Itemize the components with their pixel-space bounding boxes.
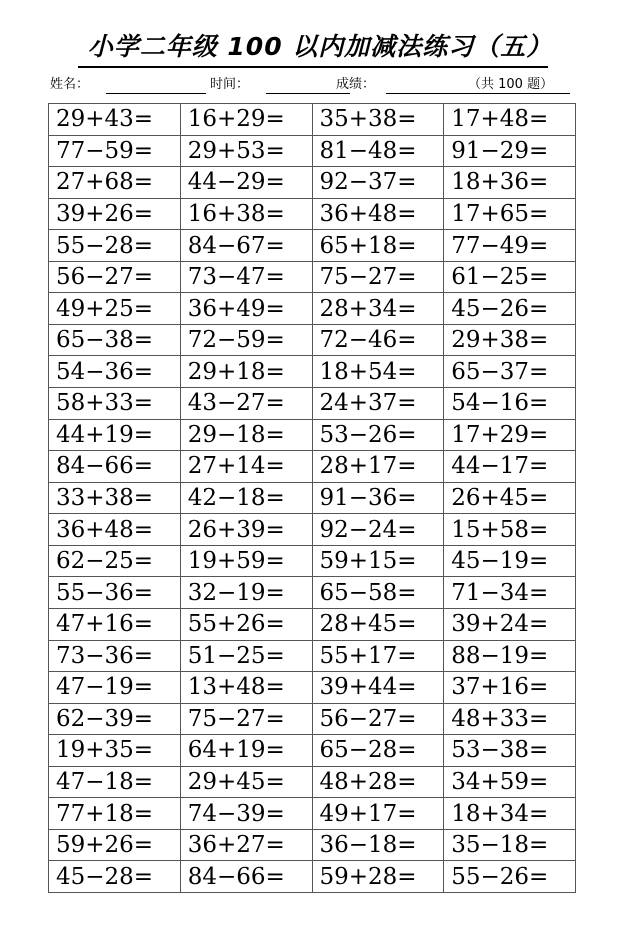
problem-cell: 18+36= <box>444 167 576 199</box>
problem-cell: 75−27= <box>181 704 313 736</box>
problem-cell: 29+18= <box>181 356 313 388</box>
problem-cell: 72−59= <box>181 325 313 357</box>
problem-cell: 92−37= <box>313 167 445 199</box>
problem-cell: 72−46= <box>313 325 445 357</box>
problem-cell: 49+25= <box>49 293 181 325</box>
problem-cell: 45−26= <box>444 293 576 325</box>
problem-cell: 45−19= <box>444 546 576 578</box>
problem-cell: 55−36= <box>49 577 181 609</box>
problem-cell: 55+26= <box>181 609 313 641</box>
problem-cell: 44−29= <box>181 167 313 199</box>
problem-cell: 33+38= <box>49 483 181 515</box>
title-underline <box>78 66 548 68</box>
problem-cell: 47+16= <box>49 609 181 641</box>
problem-cell: 19+35= <box>49 735 181 767</box>
problem-cell: 36+27= <box>181 830 313 862</box>
problem-cell: 13+48= <box>181 672 313 704</box>
problem-cell: 62−25= <box>49 546 181 578</box>
problem-cell: 29+45= <box>181 767 313 799</box>
problem-cell: 51−25= <box>181 641 313 673</box>
name-blank[interactable] <box>106 93 206 94</box>
problem-cell: 19+59= <box>181 546 313 578</box>
problem-cell: 43−27= <box>181 388 313 420</box>
problem-cell: 84−67= <box>181 230 313 262</box>
problem-cell: 56−27= <box>49 262 181 294</box>
problem-cell: 39+44= <box>313 672 445 704</box>
problem-cell: 27+14= <box>181 451 313 483</box>
problem-cell: 54−36= <box>49 356 181 388</box>
problem-cell: 77−59= <box>49 136 181 168</box>
problem-cell: 36+48= <box>313 199 445 231</box>
student-info-row <box>50 74 570 96</box>
question-count: （共 100 题） <box>468 77 554 92</box>
problem-cell: 53−38= <box>444 735 576 767</box>
problem-cell: 65−28= <box>313 735 445 767</box>
problem-cell: 56−27= <box>313 704 445 736</box>
problem-cell: 34+59= <box>444 767 576 799</box>
problem-cell: 91−29= <box>444 136 576 168</box>
problem-cell: 62−39= <box>49 704 181 736</box>
problem-cell: 59+28= <box>313 861 445 893</box>
problem-cell: 65−58= <box>313 577 445 609</box>
problem-cell: 81−48= <box>313 136 445 168</box>
problem-cell: 77−49= <box>444 230 576 262</box>
problem-cell: 45−28= <box>49 861 181 893</box>
problem-cell: 75−27= <box>313 262 445 294</box>
problem-cell: 29+53= <box>181 136 313 168</box>
problem-cell: 17+48= <box>444 104 576 136</box>
problem-cell: 27+68= <box>49 167 181 199</box>
problem-cell: 58+33= <box>49 388 181 420</box>
time-label: 时间： <box>210 77 250 92</box>
problem-cell: 28+45= <box>313 609 445 641</box>
problem-cell: 84−66= <box>181 861 313 893</box>
problem-cell: 16+38= <box>181 199 313 231</box>
problem-cell: 39+26= <box>49 199 181 231</box>
problem-cell: 73−47= <box>181 262 313 294</box>
problem-cell: 17+65= <box>444 199 576 231</box>
problem-cell: 36+49= <box>181 293 313 325</box>
problem-cell: 59+15= <box>313 546 445 578</box>
problem-grid <box>48 103 576 893</box>
problem-cell: 18+54= <box>313 356 445 388</box>
problem-cell: 73−36= <box>49 641 181 673</box>
page-title: 小学二年级 100 以内加减法练习（五） <box>87 32 553 61</box>
problem-cell: 47−18= <box>49 767 181 799</box>
problem-cell: 53−26= <box>313 420 445 452</box>
problem-cell: 37+16= <box>444 672 576 704</box>
problem-cell: 54−16= <box>444 388 576 420</box>
problem-cell: 28+34= <box>313 293 445 325</box>
problem-cell: 48+28= <box>313 767 445 799</box>
problem-cell: 84−66= <box>49 451 181 483</box>
problem-cell: 77+18= <box>49 798 181 830</box>
problem-cell: 91−36= <box>313 483 445 515</box>
problem-cell: 35+38= <box>313 104 445 136</box>
problem-cell: 32−19= <box>181 577 313 609</box>
problem-cell: 29−18= <box>181 420 313 452</box>
problem-cell: 55+17= <box>313 641 445 673</box>
problem-cell: 16+29= <box>181 104 313 136</box>
problem-cell: 65−38= <box>49 325 181 357</box>
problem-cell: 29+43= <box>49 104 181 136</box>
problem-cell: 64+19= <box>181 735 313 767</box>
problem-cell: 71−34= <box>444 577 576 609</box>
problem-cell: 24+37= <box>313 388 445 420</box>
problem-cell: 15+58= <box>444 514 576 546</box>
problem-cell: 42−18= <box>181 483 313 515</box>
problem-cell: 47−19= <box>49 672 181 704</box>
problem-cell: 65+18= <box>313 230 445 262</box>
problem-cell: 17+29= <box>444 420 576 452</box>
problem-cell: 36+48= <box>49 514 181 546</box>
problem-cell: 92−24= <box>313 514 445 546</box>
score-label: 成绩： <box>336 77 376 92</box>
problem-cell: 61−25= <box>444 262 576 294</box>
problem-cell: 26+39= <box>181 514 313 546</box>
problem-cell: 49+17= <box>313 798 445 830</box>
problem-cell: 35−18= <box>444 830 576 862</box>
problem-cell: 59+26= <box>49 830 181 862</box>
problem-cell: 55−26= <box>444 861 576 893</box>
problem-cell: 65−37= <box>444 356 576 388</box>
problem-cell: 48+33= <box>444 704 576 736</box>
problem-cell: 55−28= <box>49 230 181 262</box>
problem-cell: 28+17= <box>313 451 445 483</box>
problem-cell: 88−19= <box>444 641 576 673</box>
problem-cell: 18+34= <box>444 798 576 830</box>
problem-cell: 44+19= <box>49 420 181 452</box>
problem-cell: 29+38= <box>444 325 576 357</box>
problem-cell: 36−18= <box>313 830 445 862</box>
name-label: 姓名： <box>50 77 90 92</box>
problem-cell: 74−39= <box>181 798 313 830</box>
problem-cell: 26+45= <box>444 483 576 515</box>
problem-cell: 44−17= <box>444 451 576 483</box>
problem-cell: 39+24= <box>444 609 576 641</box>
